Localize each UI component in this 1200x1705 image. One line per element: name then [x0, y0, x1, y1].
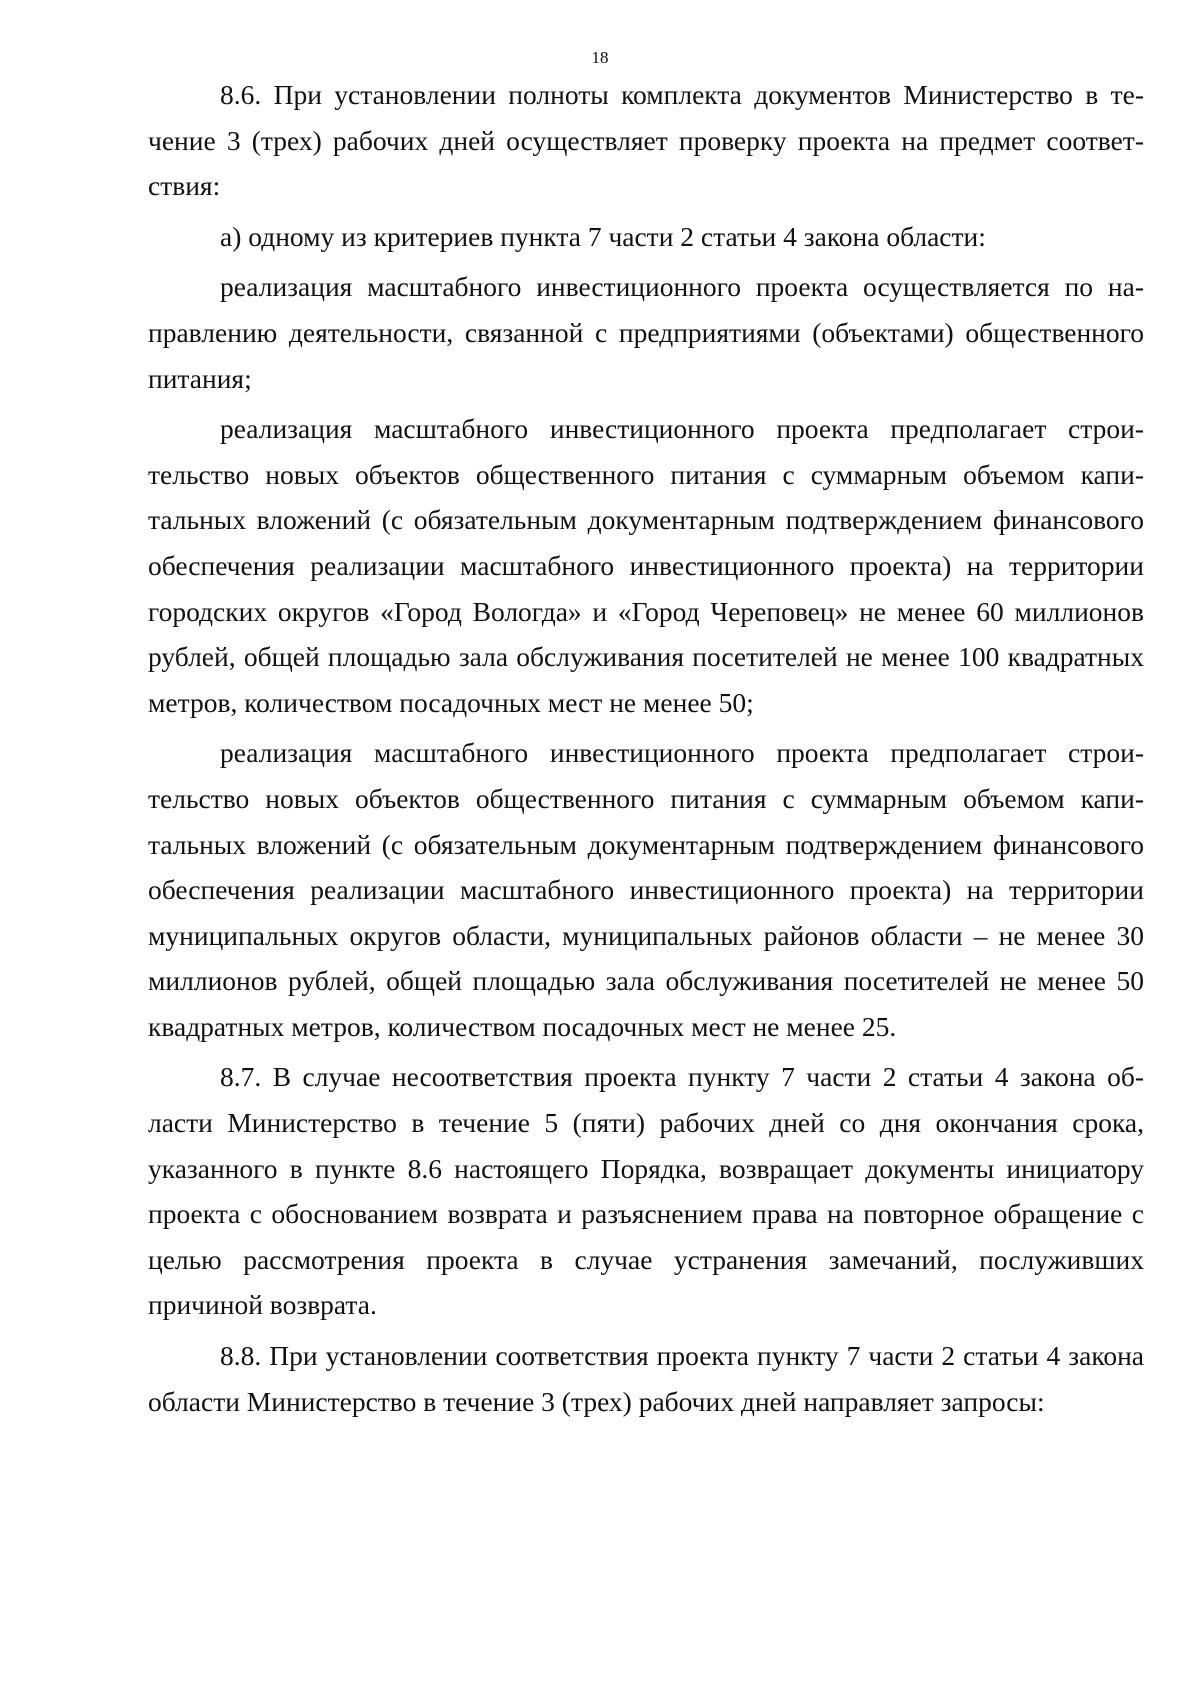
paragraph-criterion-a: а) одному из критериев пункта 7 части 2 статьи 4 закона области: [220, 220, 986, 252]
document-body [148, 72, 1144, 1429]
paragraph-criterion-districts: реализация масштабного инвестиционного проекта предполагает строительство новых объектов общественного питания с суммарным объемом капитальных вложений (с обязательным документарным подтверждением финансового обеспечения реализации масштабного инвестиционного проекта) на территории муниципальных округов области, муниципальных районов области – не менее 30 миллионов рублей, общей площадью зала обслуживания посетителей не менее 50 квадратных метров, количеством посадочных мест не менее 25. [148, 737, 1144, 1042]
paragraph-8-7: 8.7. В случае несоответствия проекта пункту 7 части 2 статьи 4 закона области Министерство в течение 5 (пяти) рабочих дней со дня окончания срока, указанного в пункте 8.6 настоящего Порядка, возвращает документы инициатору проекта с обоснованием возврата и разъяснением права на повторное обращение с целью рассмотрения проекта в случае устранения замечаний, послуживших причиной возврата. [148, 1061, 1144, 1321]
paragraph-criterion-cities: реализация масштабного инвестиционного проекта предполагает строительство новых объектов общественного питания с суммарным объемом капитальных вложений (с обязательным документарным подтверждением финансового обеспечения реализации масштабного инвестиционного проекта) на территории городских округов «Город Вологда» и «Город Череповец» не менее 60 миллионов рублей, общей площадью зала обслуживания посетителей не менее 100 квадратных метров, количеством посадочных мест не менее 50; [148, 413, 1144, 718]
page-number: 18 [591, 48, 609, 67]
paragraph-criterion-catering: реализация масштабного инвестиционного проекта осуществляется по направлению деятельности, связанной с предприятиями (объектами) общественного питания; [148, 271, 1144, 394]
paragraph-8-8: 8.8. При установлении соответствия проекта пункту 7 части 2 статьи 4 закона области Министерство в течение 3 (трех) рабочих дней направляет запросы: [148, 1340, 1144, 1417]
paragraph-8-6: 8.6. При установлении полноты комплекта документов Министерство в течение 3 (трех) рабочих дней осуществляет проверку проекта на предмет соответствия: [148, 79, 1144, 202]
